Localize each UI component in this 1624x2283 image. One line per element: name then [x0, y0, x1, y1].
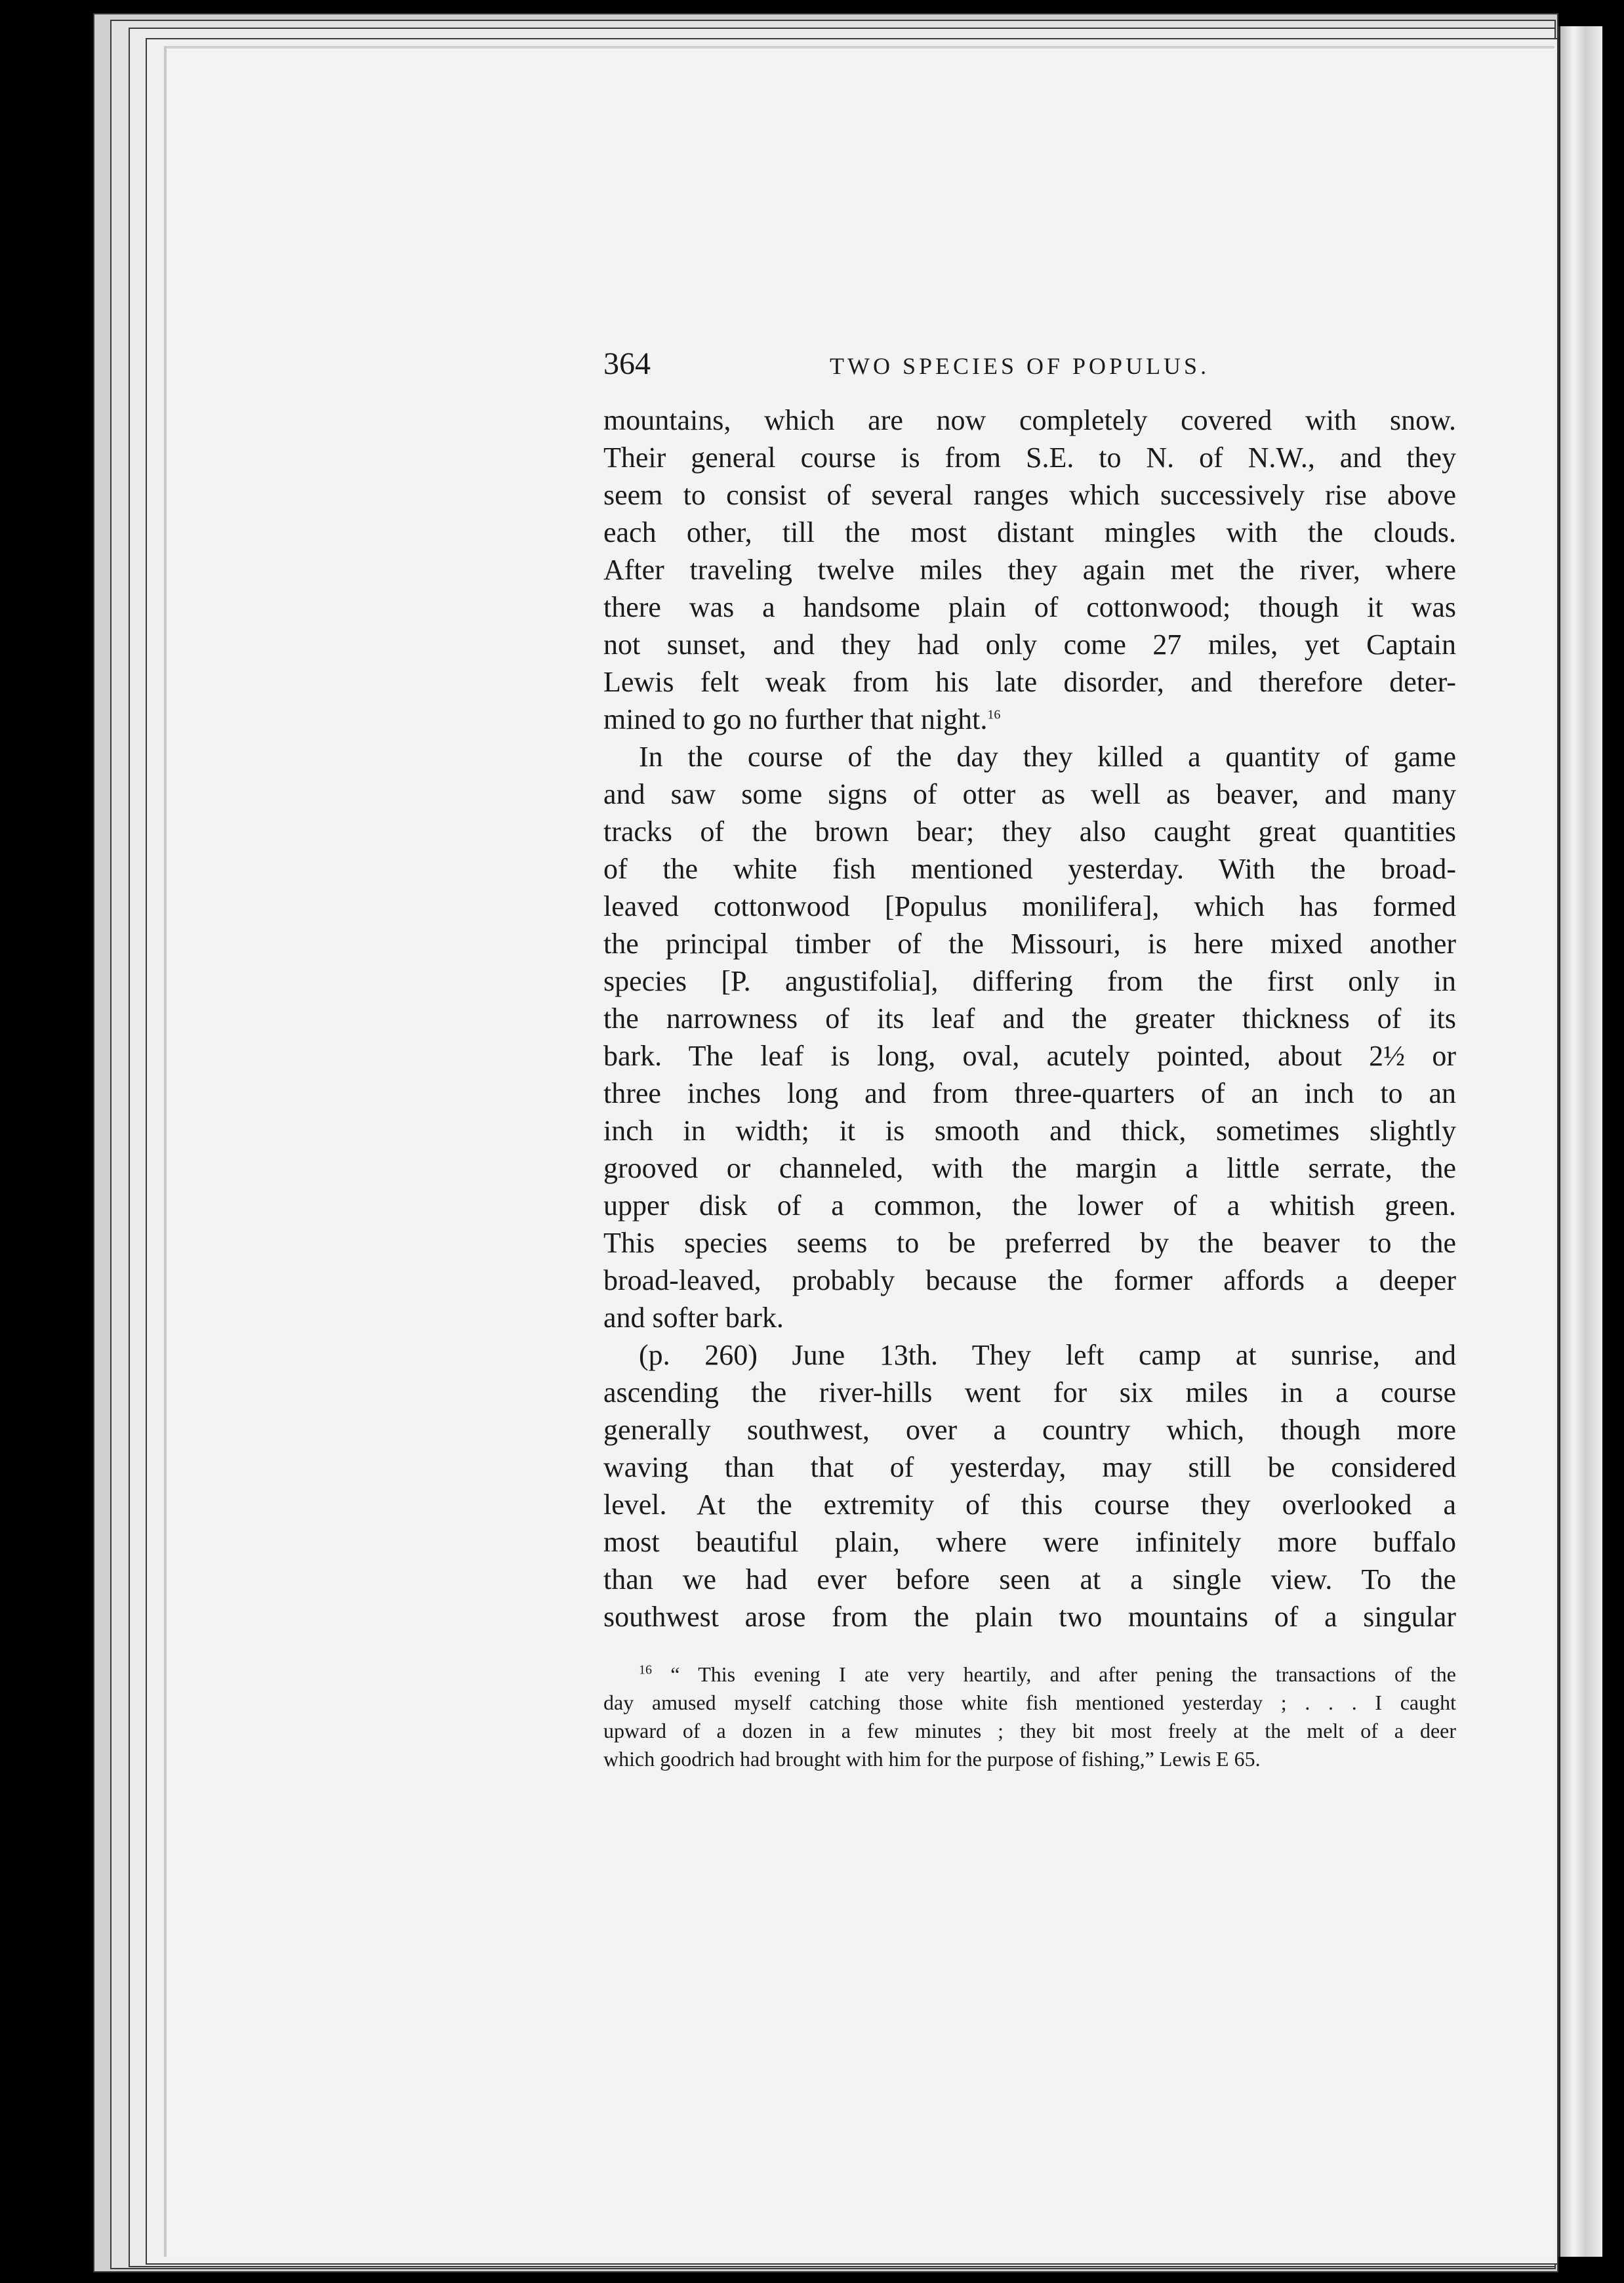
- body-text: [603, 401, 1456, 1635]
- text-line: Lewis felt weak from his late disorder, and therefore deter-: [603, 666, 1456, 698]
- text-line: bark. The leaf is long, oval, acutely pointed, about 2½ or: [603, 1040, 1456, 1072]
- text-line: leaved cottonwood [Populus monilifera], which has formed: [603, 890, 1456, 922]
- text-line: generally southwest, over a country which, though more: [603, 1414, 1456, 1446]
- footnote-line: [603, 1660, 1456, 1689]
- text-line: southwest arose from the plain two mountains of a singular: [603, 1601, 1456, 1633]
- text-line: species [P. angustifolia], differing from the first only in: [603, 965, 1456, 997]
- text-line: most beautiful plain, where were infinitely more buffalo: [603, 1526, 1456, 1558]
- text-line: there was a handsome plain of cottonwood; though it was: [603, 591, 1456, 623]
- text-line: three inches long and from three-quarters of an inch to an: [603, 1077, 1456, 1109]
- text-line: and softer bark.: [603, 1302, 784, 1334]
- text-line: mined to go no further that night.: [603, 703, 988, 735]
- text-line: Their general course is from S.E. to N. of N.W., and they: [603, 442, 1456, 474]
- text-line: each other, till the most distant mingles with the clouds.: [603, 516, 1456, 548]
- footnote-reference: 16: [987, 707, 1001, 722]
- text-line: This species seems to be preferred by the beaver to the: [603, 1227, 1456, 1259]
- text-line: than we had ever before seen at a single view. To the: [603, 1563, 1456, 1595]
- footnote-marker: 16: [639, 1662, 652, 1677]
- text-line: upper disk of a common, the lower of a whitish green.: [603, 1189, 1456, 1222]
- text-line: ascending the river-hills went for six miles in a course: [603, 1376, 1456, 1409]
- running-head: [603, 341, 1456, 387]
- running-title: TWO SPECIES OF POPULUS.: [830, 353, 1210, 379]
- text-line: In the course of the day they killed a quantity of game: [639, 741, 1456, 773]
- footnote: [603, 1660, 1456, 1773]
- footnote-text: “ This evening I ate very heartily, and after pening the transactions of the: [670, 1662, 1456, 1686]
- text-line: (p. 260) June 13th. They left camp at sunrise, and: [639, 1339, 1456, 1371]
- text-line: inch in width; it is smooth and thick, sometimes slightly: [603, 1115, 1456, 1147]
- text-line: mountains, which are now completely covered with snow.: [603, 404, 1456, 436]
- text-line: the principal timber of the Missouri, is here mixed another: [603, 928, 1456, 960]
- text-line: broad-leaved, probably because the former affords a deeper: [603, 1264, 1456, 1296]
- page-number: 364: [603, 346, 651, 381]
- text-line: seem to consist of several ranges which successively rise above: [603, 479, 1456, 511]
- text-line: the narrowness of its leaf and the greater thickness of its: [603, 1002, 1456, 1035]
- footnote-line: which goodrich had brought with him for the purpose of fishing,” Lewis E 65.: [603, 1747, 1261, 1771]
- text-line: of the white fish mentioned yesterday. With the broad-: [603, 853, 1456, 885]
- footnote-line: day amused myself catching those white fish mentioned yesterday ; . . . I caught: [603, 1691, 1456, 1714]
- text-line: and saw some signs of otter as well as beaver, and many: [603, 778, 1456, 810]
- text-line: not sunset, and they had only come 27 miles, yet Captain: [603, 628, 1456, 661]
- text-line: grooved or channeled, with the margin a little serrate, the: [603, 1152, 1456, 1184]
- book-fore-edge: [1558, 26, 1602, 2257]
- text-line: tracks of the brown bear; they also caught great quantities: [603, 815, 1456, 848]
- text-line: waving than that of yesterday, may still be considered: [603, 1451, 1456, 1483]
- text-block: [603, 341, 1456, 1773]
- text-line: level. At the extremity of this course they overlooked a: [603, 1489, 1456, 1521]
- text-line-with-footnote: [603, 701, 1456, 738]
- footnote-line: upward of a dozen in a few minutes ; they bit most freely at the melt of a deer: [603, 1719, 1456, 1742]
- text-line: After traveling twelve miles they again met the river, where: [603, 554, 1456, 586]
